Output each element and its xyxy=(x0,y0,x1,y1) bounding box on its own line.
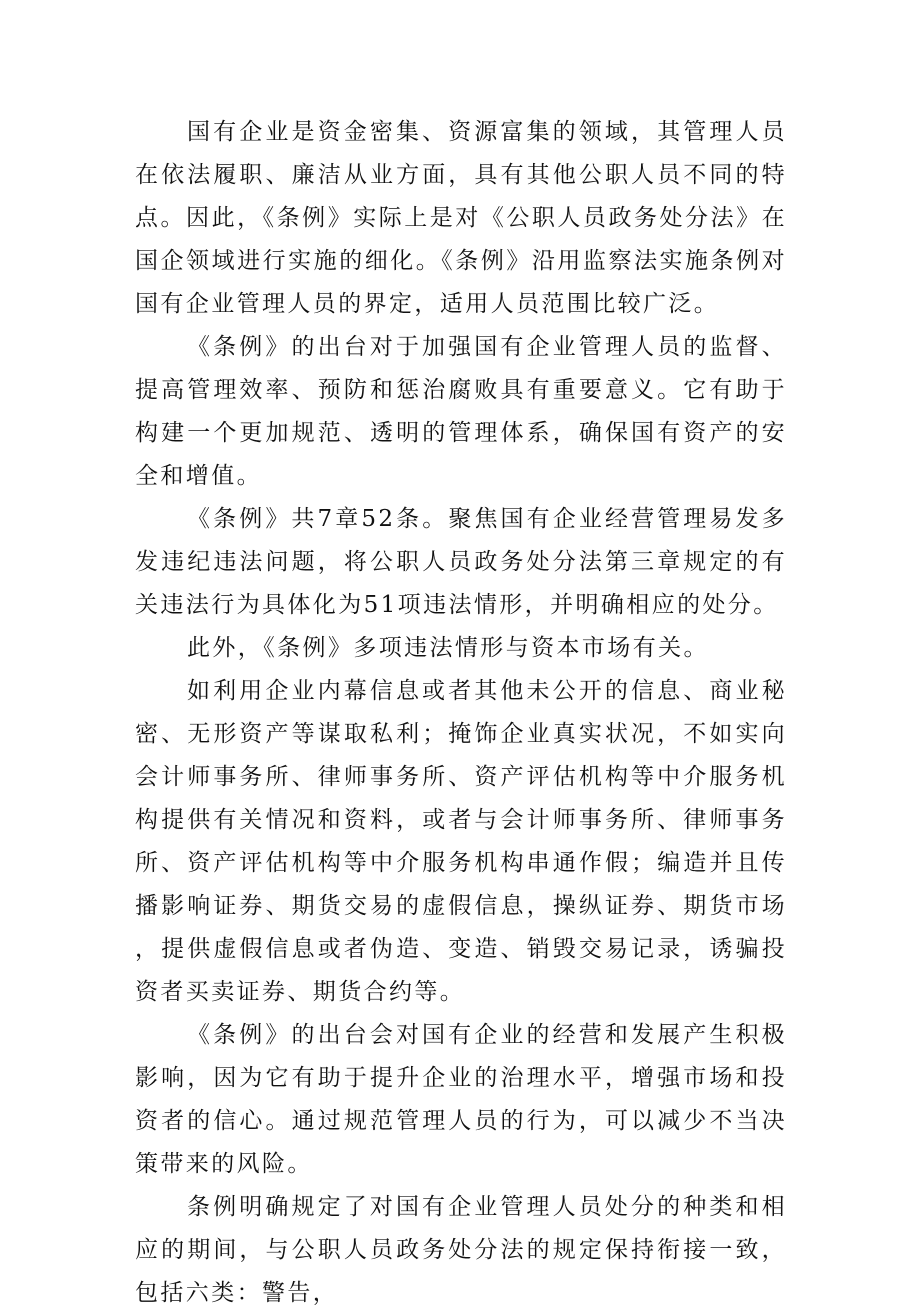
paragraph-capital-market-intro: 此外，《条例》多项违法情形与资本市场有关。 xyxy=(187,635,709,661)
paragraph-soe-characteristics: 国有企业是资金密集、资源富集的领域，其管理人员在依法履职、廉洁从业方面，具有其他公职人员不同的特点。因此，《条例》实际上是对《公职人员政务处分法》在国企领域进行实施的细化。《条例》沿用监察法实施条例对国有企业管理人员的界定，适用人员范围比较广泛。 xyxy=(135,119,787,317)
document-body xyxy=(135,111,787,1315)
paragraph-structure: 《条例》共7章52条。聚焦国有企业经营管理易发多发违纪违法问题，将公职人员政务处分法第三章规定的有关违法行为具体化为51项违法情形，并明确相应的处分。 xyxy=(135,506,787,618)
paragraph-violation-examples: 如利用企业内幕信息或者其他未公开的信息、商业秘密、无形资产等谋取私利；掩饰企业真实状况，不如实向会计师事务所、律师事务所、资产评估机构等中介服务机构提供有关情况和资料，或者与会计师事务所、律师事务所、资产评估机构等中介服务机构串通作假；编造并且传播影响证券、期货交易的虚假信息，操纵证券、期货市场，提供虚假信息或者伪造、变造、销毁交易记录，诱骗投资者买卖证券、期货合约等。 xyxy=(135,678,787,1005)
paragraph-significance: 《条例》的出台对于加强国有企业管理人员的监督、提高管理效率、预防和惩治腐败具有重要意义。它有助于构建一个更加规范、透明的管理体系，确保国有资产的安全和增值。 xyxy=(135,334,787,489)
paragraph-sanction-types: 条例明确规定了对国有企业管理人员处分的种类和相应的期间，与公职人员政务处分法的规定保持衔接一致，包括六类：警告， xyxy=(135,1194,787,1306)
paragraph-positive-impact: 《条例》的出台会对国有企业的经营和发展产生积极影响，因为它有助于提升企业的治理水平，增强市场和投资者的信心。通过规范管理人员的行为，可以减少不当决策带来的风险。 xyxy=(135,1022,787,1177)
